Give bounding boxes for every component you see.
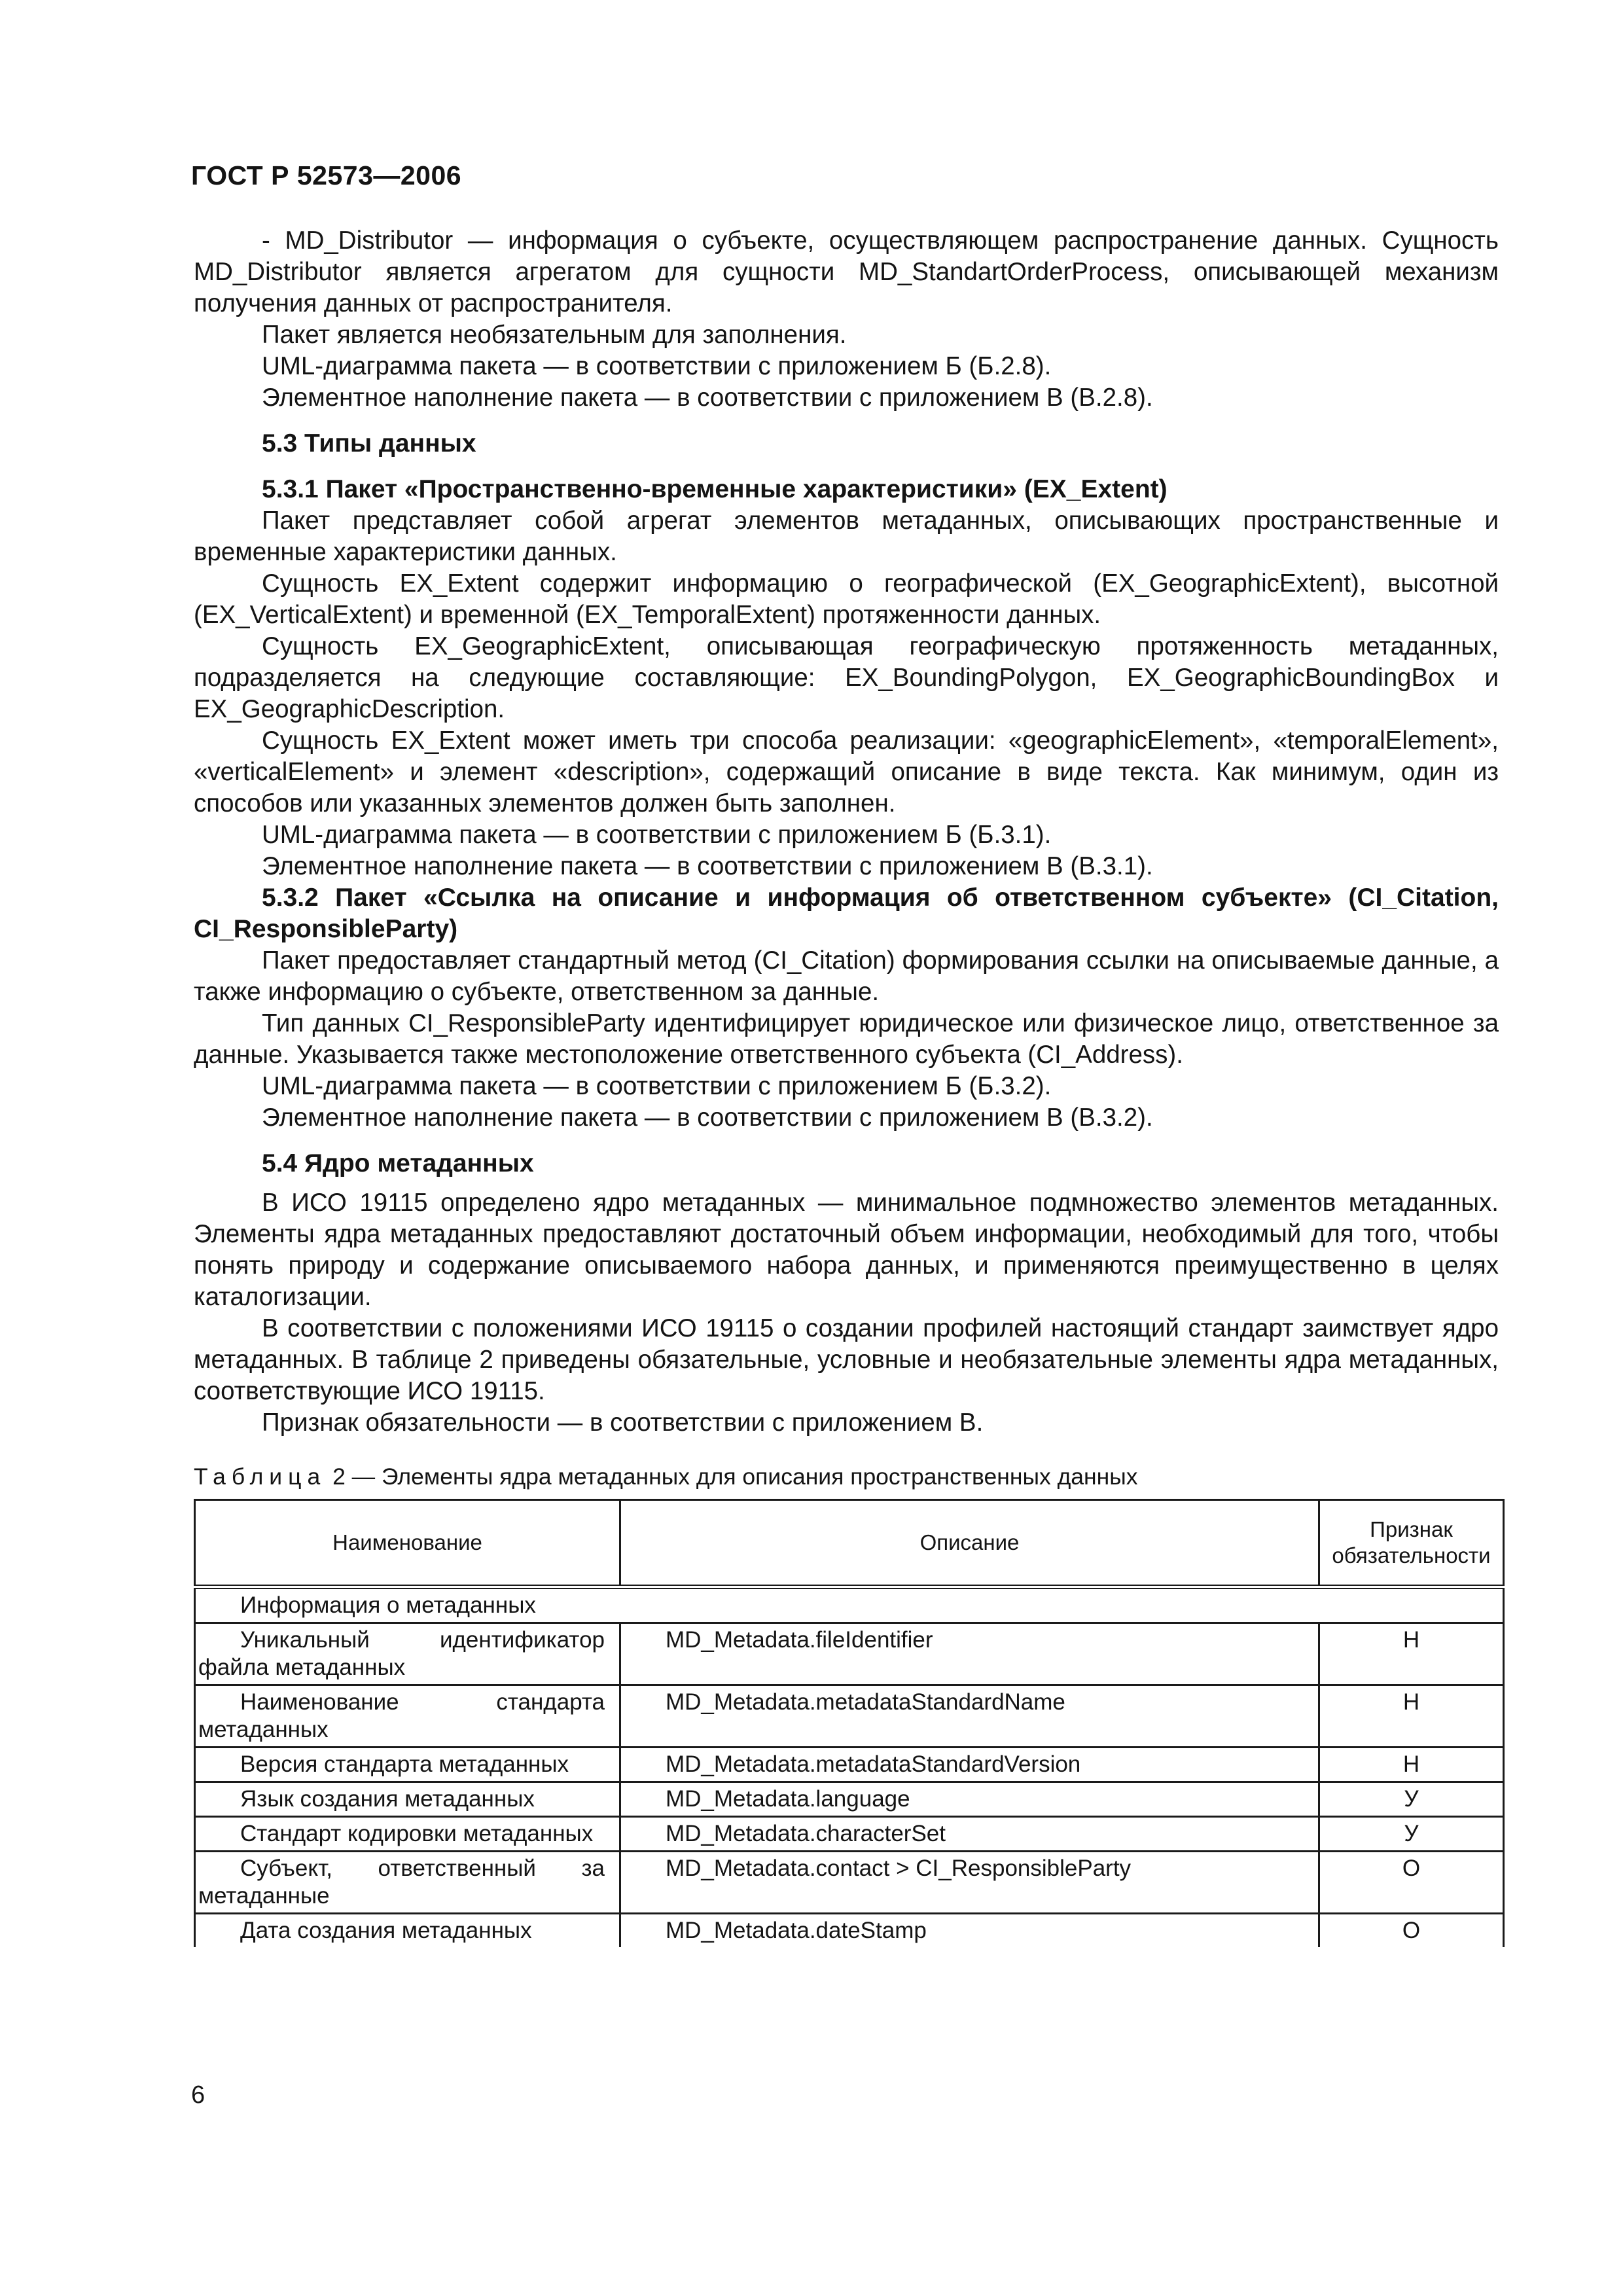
row-name-cell bbox=[195, 1852, 620, 1914]
paragraph: Сущность EX_Extent содержит информацию о географической (EX_GeographicExtent), высотной (EX_VerticalExtent) и временной (EX_TemporalExtent) протяженности данных. bbox=[194, 569, 1499, 629]
row-name-cell bbox=[195, 1782, 620, 1817]
row-name-cell bbox=[195, 1748, 620, 1782]
row-name: Дата создания метаданных bbox=[240, 1918, 532, 1943]
paragraph: Тип данных CI_ResponsibleParty идентифицирует юридическое или физическое лицо, ответственное за данные. Указывается также местоположение ответственного субъекта (CI_Address). bbox=[194, 1009, 1499, 1069]
table-header-row bbox=[195, 1500, 1504, 1587]
table-row bbox=[195, 1852, 1504, 1914]
row-flag: Н bbox=[1319, 1685, 1504, 1748]
table-caption-label: Таблица bbox=[194, 1463, 327, 1490]
column-header-name: Наименование bbox=[195, 1500, 620, 1587]
row-flag: У bbox=[1319, 1782, 1504, 1817]
row-description: MD_Metadata.contact > CI_ResponsibleParty bbox=[620, 1852, 1319, 1914]
paragraph: Элементное наполнение пакета — в соответствии с приложением В (В.2.8). bbox=[262, 384, 1153, 412]
table-caption bbox=[194, 1461, 1138, 1492]
row-name-cell bbox=[195, 1817, 620, 1852]
row-name-cell bbox=[195, 1685, 620, 1748]
metadata-table bbox=[194, 1499, 1505, 1947]
table-caption-text: 2 — Элементы ядра метаданных для описания пространственных данных bbox=[332, 1463, 1138, 1490]
row-description: MD_Metadata.characterSet bbox=[620, 1817, 1319, 1852]
row-flag: О bbox=[1319, 1914, 1504, 1948]
row-name: Язык создания метаданных bbox=[240, 1786, 535, 1812]
row-description: MD_Metadata.fileIdentifier bbox=[620, 1623, 1319, 1685]
subsection-heading: 5.3.1 Пакет «Пространственно-временные характеристики» (EX_Extent) bbox=[262, 475, 1168, 503]
row-description: MD_Metadata.metadataStandardVersion bbox=[620, 1748, 1319, 1782]
row-flag: Н bbox=[1319, 1623, 1504, 1685]
row-flag: О bbox=[1319, 1852, 1504, 1914]
table-row bbox=[195, 1748, 1504, 1782]
section-heading: 5.4 Ядро метаданных bbox=[262, 1149, 534, 1177]
table-row bbox=[195, 1914, 1504, 1948]
column-header-description: Описание bbox=[620, 1500, 1319, 1587]
row-name: Наименование стандарта метаданных bbox=[198, 1689, 605, 1742]
table-section-label: Информация о метаданных bbox=[195, 1587, 1504, 1623]
row-flag: Н bbox=[1319, 1748, 1504, 1782]
paragraph: Пакет предоставляет стандартный метод (CI_Citation) формирования ссылки на описываемые данные, а также информацию о субъекте, ответственном за данные. bbox=[194, 946, 1499, 1006]
row-name-cell bbox=[195, 1623, 620, 1685]
row-name: Стандарт кодировки метаданных bbox=[240, 1821, 594, 1846]
subsection-heading: 5.3.2 Пакет «Ссылка на описание и информация об ответственном субъекте» (CI_Citation, CI_ResponsibleParty) bbox=[194, 884, 1499, 943]
document-header: ГОСТ Р 52573—2006 bbox=[191, 160, 462, 190]
table-row bbox=[195, 1782, 1504, 1817]
paragraph: В соответствии с положениями ИСО 19115 о создании профилей настоящий стандарт заимствует ядро метаданных. В таблице 2 приведены обязательные, условные и необязательные элементы ядра метаданных, соответствующие ИСО 19115. bbox=[194, 1314, 1499, 1405]
row-name: Уникальный идентификатор файла метаданных bbox=[198, 1627, 605, 1680]
paragraph: Признак обязательности — в соответствии с приложением В. bbox=[262, 1408, 984, 1437]
paragraph: Элементное наполнение пакета — в соответствии с приложением В (В.3.1). bbox=[262, 852, 1153, 880]
page-number: 6 bbox=[191, 2081, 205, 2109]
column-header-flag: Признак обязательности bbox=[1319, 1500, 1504, 1587]
row-description: MD_Metadata.language bbox=[620, 1782, 1319, 1817]
document-body bbox=[194, 225, 1499, 1439]
paragraph: Элементное наполнение пакета — в соответствии с приложением В (В.3.2). bbox=[262, 1103, 1153, 1132]
row-flag: У bbox=[1319, 1817, 1504, 1852]
paragraph: Пакет является необязательным для заполнения. bbox=[262, 321, 847, 349]
row-name: Версия стандарта метаданных bbox=[240, 1751, 569, 1777]
paragraph: UML-диаграмма пакета — в соответствии с приложением Б (Б.2.8). bbox=[262, 352, 1052, 380]
paragraph: Сущность EX_Extent может иметь три способа реализации: «geographicElement», «temporalElement», «verticalElement» и элемент «description», содержащий описание в виде текста. Как минимум, один из способов или указанных элементов должен быть заполнен. bbox=[194, 726, 1499, 817]
row-description: MD_Metadata.dateStamp bbox=[620, 1914, 1319, 1948]
table-row bbox=[195, 1685, 1504, 1748]
row-name-cell bbox=[195, 1914, 620, 1948]
section-heading: 5.3 Типы данных bbox=[262, 429, 476, 457]
table-section-row bbox=[195, 1587, 1504, 1623]
table-row bbox=[195, 1817, 1504, 1852]
row-description: MD_Metadata.metadataStandardName bbox=[620, 1685, 1319, 1748]
paragraph: - MD_Distributor — информация о субъекте, осуществляющем распространение данных. Сущность MD_Distributor является агрегатом для сущности MD_StandartOrderProcess, описывающей механизм получения данных от распространителя. bbox=[194, 226, 1499, 317]
row-name: Субъект, ответственный за метаданные bbox=[198, 1856, 605, 1909]
paragraph: UML-диаграмма пакета — в соответствии с приложением Б (Б.3.2). bbox=[262, 1072, 1052, 1100]
paragraph: Сущность EX_GeographicExtent, описывающая географическую протяженность метаданных, подразделяется на следующие составляющие: EX_BoundingPolygon, EX_GeographicBoundingBox и EX_GeographicDescription. bbox=[194, 632, 1499, 723]
paragraph: Пакет представляет собой агрегат элементов метаданных, описывающих пространственные и временные характеристики данных. bbox=[194, 507, 1499, 566]
table-row bbox=[195, 1623, 1504, 1685]
paragraph: UML-диаграмма пакета — в соответствии с приложением Б (Б.3.1). bbox=[262, 821, 1052, 849]
paragraph: В ИСО 19115 определено ядро метаданных — минимальное подмножество элементов метаданных. Элементы ядра метаданных предоставляют достаточный объем информации, необходимый для того, чтобы понять природу и содержание описываемого набора данных, и применяются преимущественно в целях каталогизации. bbox=[194, 1189, 1499, 1311]
